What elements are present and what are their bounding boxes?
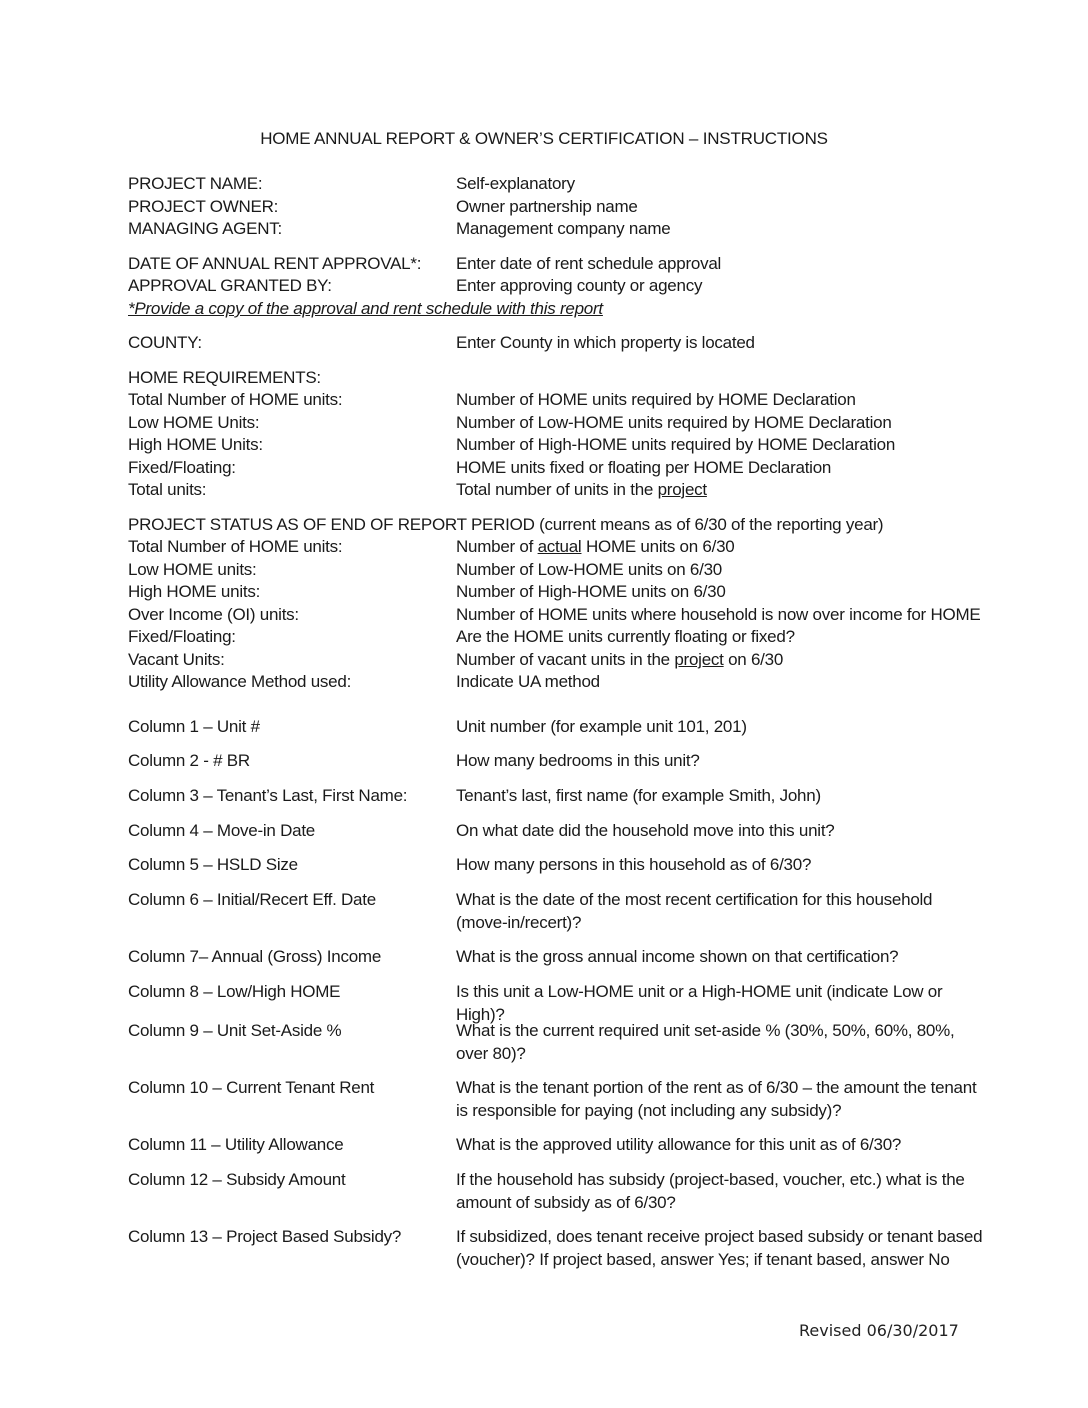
column-description: What is the date of the most recent certification for this household (move-in/recert)? — [456, 890, 933, 932]
value-text: HOME units on 6/30 — [581, 537, 735, 556]
project-owner-value: Owner partnership name — [456, 197, 638, 216]
approval-date-value: Enter date of rent schedule approval — [456, 254, 722, 273]
column-label: Column 7– Annual (Gross) Income — [128, 947, 382, 966]
column-label: Column 11 – Utility Allowance — [128, 1135, 344, 1154]
managing-agent-label: MANAGING AGENT: — [128, 219, 282, 238]
managing-agent-value: Management company name — [456, 219, 671, 238]
column-description: Tenant’s last, first name (for example Smith, John) — [456, 786, 821, 805]
status-item-label: Utility Allowance Method used: — [128, 672, 352, 691]
status-item-label: Fixed/Floating: — [128, 627, 236, 646]
column-description: What is the current required unit set-aside % (30%, 50%, 60%, 80%, over 80)? — [456, 1021, 955, 1063]
column-description: Unit number (for example unit 101, 201) — [456, 717, 747, 736]
value-underlined-text: project — [657, 480, 707, 499]
requirements-item-label: Total Number of HOME units: — [128, 390, 343, 409]
column-label: Column 3 – Tenant’s Last, First Name: — [128, 786, 408, 805]
column-label: Column 2 - # BR — [128, 751, 250, 770]
column-description: If subsidized, does tenant receive project based subsidy or tenant based (voucher)? If project based, answer Yes; if tenant based, answer No — [456, 1227, 983, 1269]
requirements-item-value: HOME units fixed or floating per HOME Declaration — [456, 458, 832, 477]
status-item-label: Vacant Units: — [128, 650, 225, 669]
column-label: Column 8 – Low/High HOME — [128, 982, 341, 1001]
column-description: Is this unit a Low-HOME unit or a High-HOME unit (indicate Low or High)? — [456, 982, 943, 1024]
column-description: If the household has subsidy (project-based, voucher, etc.) what is the amount of subsidy as of 6/30? — [456, 1170, 965, 1212]
column-label: Column 13 – Project Based Subsidy? — [128, 1227, 402, 1246]
project-name-value: Self-explanatory — [456, 174, 575, 193]
project-owner-label: PROJECT OWNER: — [128, 197, 279, 216]
requirements-item-value — [456, 479, 986, 502]
requirements-item-label: High HOME Units: — [128, 435, 263, 454]
column-description: How many persons in this household as of 6/30? — [456, 855, 812, 874]
column-label: Column 4 – Move-in Date — [128, 821, 316, 840]
column-label: Column 5 – HSLD Size — [128, 855, 298, 874]
revision-date: Revised 06/30/2017 — [799, 1321, 959, 1340]
status-item-label: Over Income (OI) units: — [128, 605, 299, 624]
column-label: Column 10 – Current Tenant Rent — [128, 1078, 375, 1097]
approval-granted-label: APPROVAL GRANTED BY: — [128, 276, 332, 295]
document-title: HOME ANNUAL REPORT & OWNER’S CERTIFICATION – INSTRUCTIONS — [260, 129, 828, 148]
value-text: on 6/30 — [723, 650, 784, 669]
status-item-value — [456, 649, 986, 672]
requirements-heading-row — [128, 367, 321, 390]
status-item-value: Indicate UA method — [456, 672, 600, 691]
status-item-value: Number of HOME units where household is now over income for HOME — [456, 605, 981, 624]
value-underlined-text: actual — [537, 537, 582, 556]
county-label: COUNTY: — [128, 333, 202, 352]
approval-note: *Provide a copy of the approval and rent schedule with this report — [128, 299, 603, 318]
approval-date-label: DATE OF ANNUAL RENT APPROVAL*: — [128, 254, 422, 273]
column-description: What is the approved utility allowance for this unit as of 6/30? — [456, 1135, 902, 1154]
column-label: Column 1 – Unit # — [128, 717, 260, 736]
status-item-label: Low HOME units: — [128, 560, 257, 579]
status-item-value: Number of High-HOME units on 6/30 — [456, 582, 726, 601]
column-description: What is the tenant portion of the rent as of 6/30 – the amount the tenant is responsible for paying (not including any subsidy)? — [456, 1078, 977, 1120]
value-text: Number of vacant units in the — [456, 650, 675, 669]
requirements-item-value: Number of High-HOME units required by HOME Declaration — [456, 435, 896, 454]
requirements-heading: HOME REQUIREMENTS: — [128, 368, 321, 387]
status-item-value — [456, 536, 986, 559]
column-description: What is the gross annual income shown on that certification? — [456, 947, 899, 966]
status-heading: PROJECT STATUS AS OF END OF REPORT PERIOD (current means as of 6/30 of the reporting year) — [128, 515, 884, 534]
value-text: Number of — [456, 537, 538, 556]
requirements-item-label: Low HOME Units: — [128, 413, 260, 432]
requirements-item-value: Number of Low-HOME units required by HOME Declaration — [456, 413, 892, 432]
county-value: Enter County in which property is located — [456, 333, 755, 352]
column-label: Column 6 – Initial/Recert Eff. Date — [128, 890, 376, 909]
column-description: On what date did the household move into this unit? — [456, 821, 835, 840]
project-name-label: PROJECT NAME: — [128, 174, 263, 193]
requirements-item-label: Total units: — [128, 480, 207, 499]
requirements-item-value: Number of HOME units required by HOME Declaration — [456, 390, 856, 409]
value-underlined-text: project — [674, 650, 724, 669]
column-description: How many bedrooms in this unit? — [456, 751, 700, 770]
status-item-label: Total Number of HOME units: — [128, 537, 343, 556]
status-item-label: High HOME units: — [128, 582, 261, 601]
requirements-item-label: Fixed/Floating: — [128, 458, 236, 477]
approval-granted-value: Enter approving county or agency — [456, 276, 703, 295]
column-label: Column 12 – Subsidy Amount — [128, 1170, 346, 1189]
status-item-value: Number of Low-HOME units on 6/30 — [456, 560, 723, 579]
value-text: Total number of units in the — [456, 480, 658, 499]
status-item-value: Are the HOME units currently floating or fixed? — [456, 627, 795, 646]
column-label: Column 9 – Unit Set-Aside % — [128, 1021, 342, 1040]
approval-note-row — [128, 298, 603, 321]
status-heading-row — [128, 514, 883, 537]
